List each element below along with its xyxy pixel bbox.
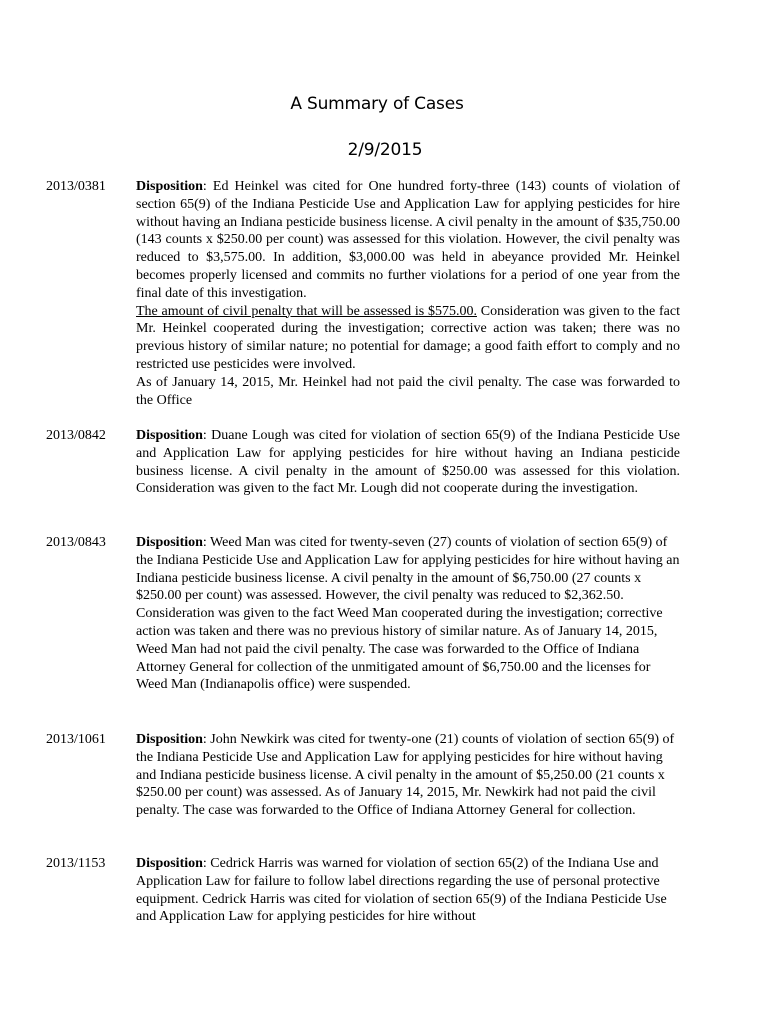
status-paragraph: As of January 14, 2015, Mr. Heinkel had not paid the civil penalty. The case was forwarded to the Office <box>136 374 680 408</box>
case-number: 2013/1061 <box>46 732 106 747</box>
disposition-text: : Weed Man was cited for twenty-seven (27) counts of violation of section 65(9) of the Indiana Pesticide Use and Application Law for applying pesticides for hire without having an Indiana pesticide business license. A civil penalty in the amount of $6,750.00 (27 counts x $250.00 per count) was assessed. However, the civil penalty was reduced to $2,362.50. Consideration was given to the fact Weed Man cooperated during the investigation; corrective action was taken and there was no previous history of similar nature. As of January 14, 2015, Weed Man had not paid the civil penalty. The case was forwarded to the Office of Indiana Attorney General for collection of the unmitigated amount of $6,750.00 and the licenses for Weed Man (Indianapolis office) were suspended. <box>136 535 680 693</box>
disposition-label: Disposition <box>136 428 203 443</box>
case-number: 2013/0843 <box>46 535 106 550</box>
penalty-underlined: The amount of civil penalty that will be assessed is $575.00. <box>136 303 477 319</box>
case-disposition <box>136 427 680 498</box>
penalty-text: Consideration was given to the fact Mr. Heinkel cooperated during the investigation; corrective action was taken; there was no previous history of similar nature; no potential for damage; a good faith effort to comply and no restricted use pesticides were involved. <box>136 303 680 372</box>
disposition-text: : Ed Heinkel was cited for One hundred forty-three (143) counts of violation of section 65(9) of the Indiana Pesticide Use and Application Law for applying pesticides for hire without having an Indiana pesticide business license. A civil penalty in the amount of $35,750.00 (143 counts x $250.00 per count) was assessed for this violation. However, the civil penalty was reduced to $3,575.00. In addition, $3,000.00 was held in abeyance provided Mr. Heinkel becomes properly licensed and commits no further violations for a period of one year from the final date of this investigation. <box>136 179 680 301</box>
disposition-label: Disposition <box>136 535 203 550</box>
case-number: 2013/0842 <box>46 428 106 443</box>
case-number: 2013/0381 <box>46 179 106 194</box>
document-date: 2/9/2015 <box>347 140 423 160</box>
disposition-paragraph <box>136 731 680 820</box>
disposition-paragraph <box>136 427 680 498</box>
case-disposition <box>136 178 680 409</box>
case-disposition <box>136 534 680 694</box>
disposition-paragraph <box>136 534 680 694</box>
penalty-paragraph <box>136 303 680 374</box>
disposition-label: Disposition <box>136 732 203 747</box>
document-title: A Summary of Cases <box>290 94 464 114</box>
case-disposition <box>136 855 680 926</box>
disposition-paragraph <box>136 855 680 926</box>
disposition-paragraph <box>136 178 680 303</box>
disposition-label: Disposition <box>136 179 203 194</box>
case-number: 2013/1153 <box>46 856 106 871</box>
disposition-text: : Cedrick Harris was warned for violation of section 65(2) of the Indiana Use and Application Law for failure to follow label directions regarding the use of personal protective equipment. Cedrick Harris was cited for violation of section 65(9) of the Indiana Pesticide Use and Application Law for applying pesticides for hire without <box>136 856 667 925</box>
case-disposition <box>136 731 680 820</box>
disposition-text: : Duane Lough was cited for violation of section 65(9) of the Indiana Pesticide Use and Application Law for applying pesticides for hire without having an Indiana pesticide business license. A civil penalty in the amount of $250.00 was assessed for this violation. Consideration was given to the fact Mr. Lough did not cooperate during the investigation. <box>136 428 680 497</box>
disposition-text: : John Newkirk was cited for twenty-one (21) counts of violation of section 65(9) of the Indiana Pesticide Use and Application Law for applying pesticides for hire without having and Indiana pesticide business license. A civil penalty in the amount of $5,250.00 (21 counts x $250.00 per count) was assessed. As of January 14, 2015, Mr. Newkirk had not paid the civil penalty. The case was forwarded to the Office of Indiana Attorney General for collection. <box>136 732 675 819</box>
disposition-label: Disposition <box>136 856 203 871</box>
